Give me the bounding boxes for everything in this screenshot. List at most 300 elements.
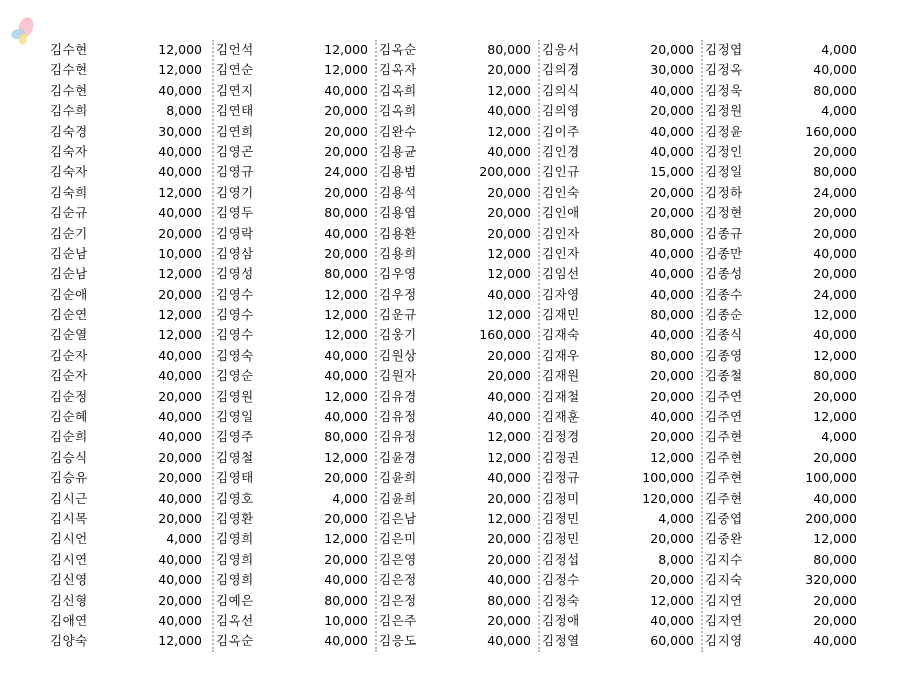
list-row <box>702 285 865 305</box>
list-row <box>539 122 702 142</box>
list-row <box>539 346 702 366</box>
donation-amount: 40,000 <box>324 409 368 425</box>
list-row <box>702 631 865 651</box>
donor-name: 김인애 <box>542 205 580 221</box>
donor-name: 김주현 <box>705 470 743 486</box>
donation-amount: 40,000 <box>487 470 531 486</box>
donor-name: 김영희 <box>216 551 254 567</box>
donation-amount: 80,000 <box>813 164 857 180</box>
donor-name: 김숙경 <box>50 123 88 139</box>
list-row <box>50 162 213 182</box>
donation-amount: 12,000 <box>487 510 531 526</box>
list-row <box>702 101 865 121</box>
donor-name: 김승유 <box>50 470 88 486</box>
donor-name: 김유정 <box>379 429 417 445</box>
list-row <box>702 427 865 447</box>
donor-name: 김승식 <box>50 449 88 465</box>
donor-name: 김응서 <box>542 42 580 57</box>
donor-name: 김영희 <box>216 572 254 588</box>
donation-amount: 30,000 <box>158 123 202 139</box>
donation-amount: 12,000 <box>487 123 531 139</box>
donor-name: 김지연 <box>705 592 743 608</box>
donor-name: 김정욱 <box>705 82 743 98</box>
list-row <box>702 40 865 60</box>
donor-name: 김중엽 <box>705 510 743 526</box>
donation-amount: 40,000 <box>487 409 531 425</box>
list-row <box>376 611 539 631</box>
list-row <box>376 570 539 590</box>
donation-list <box>50 40 865 652</box>
list-row <box>376 60 539 80</box>
donor-name: 김옥희 <box>379 103 417 119</box>
donor-name: 김숙희 <box>50 184 88 200</box>
list-row <box>376 407 539 427</box>
donation-amount: 12,000 <box>324 62 368 78</box>
list-row <box>539 81 702 101</box>
list-row <box>702 142 865 162</box>
list-row <box>213 224 376 244</box>
donor-name: 김정일 <box>705 164 743 180</box>
donation-amount: 20,000 <box>813 612 857 628</box>
list-row <box>376 468 539 488</box>
donor-name: 김영락 <box>216 225 254 241</box>
list-row <box>213 448 376 468</box>
list-row <box>702 570 865 590</box>
donation-amount: 320,000 <box>805 572 857 588</box>
donation-amount: 20,000 <box>487 347 531 363</box>
donation-amount: 100,000 <box>805 470 857 486</box>
list-row <box>50 407 213 427</box>
donor-name: 김영철 <box>216 449 254 465</box>
donor-name: 김종순 <box>705 307 743 323</box>
donor-name: 김순자 <box>50 368 88 384</box>
donor-name: 김영곤 <box>216 143 254 159</box>
donor-name: 김신형 <box>50 592 88 608</box>
donation-amount: 80,000 <box>324 266 368 282</box>
donor-name: 김종수 <box>705 286 743 302</box>
list-row <box>213 203 376 223</box>
donor-name: 김연지 <box>216 82 254 98</box>
donation-amount: 20,000 <box>158 470 202 486</box>
list-row <box>539 264 702 284</box>
donor-name: 김신영 <box>50 572 88 588</box>
list-row <box>702 224 865 244</box>
donor-name: 김순규 <box>50 205 88 221</box>
donor-name: 김순애 <box>50 286 88 302</box>
list-row <box>702 325 865 345</box>
donation-amount: 12,000 <box>158 327 202 343</box>
donation-amount: 80,000 <box>650 307 694 323</box>
donor-name: 김용희 <box>379 245 417 261</box>
donor-name: 김순자 <box>50 347 88 363</box>
donor-name: 김정옥 <box>705 62 743 78</box>
donor-name: 김정하 <box>705 184 743 200</box>
donor-name: 김이주 <box>542 123 580 139</box>
list-row <box>213 529 376 549</box>
donation-amount: 160,000 <box>479 327 531 343</box>
list-row <box>376 285 539 305</box>
donor-name: 김은정 <box>379 572 417 588</box>
list-row <box>702 407 865 427</box>
donor-name: 김종규 <box>705 225 743 241</box>
list-row <box>539 570 702 590</box>
donor-name: 김연태 <box>216 103 254 119</box>
list-row <box>50 285 213 305</box>
donation-amount: 12,000 <box>158 184 202 200</box>
donor-name: 김영호 <box>216 490 254 506</box>
list-row <box>702 81 865 101</box>
donation-amount: 20,000 <box>324 510 368 526</box>
donor-name: 김재우 <box>542 347 580 363</box>
donation-amount: 80,000 <box>487 42 531 57</box>
donor-name: 김종식 <box>705 327 743 343</box>
list-row <box>376 203 539 223</box>
donation-amount: 12,000 <box>324 531 368 547</box>
list-row <box>50 448 213 468</box>
donation-amount: 12,000 <box>813 347 857 363</box>
donation-amount: 12,000 <box>487 307 531 323</box>
list-row <box>213 387 376 407</box>
list-column-3 <box>376 40 539 652</box>
donation-amount: 4,000 <box>658 510 694 526</box>
donor-name: 김영성 <box>216 266 254 282</box>
list-row <box>213 285 376 305</box>
donor-name: 김재훈 <box>542 409 580 425</box>
donor-name: 김유정 <box>379 409 417 425</box>
list-row <box>50 244 213 264</box>
donor-name: 김주현 <box>705 449 743 465</box>
list-row <box>702 60 865 80</box>
donor-name: 김영태 <box>216 470 254 486</box>
list-row <box>539 183 702 203</box>
donor-name: 김영삼 <box>216 245 254 261</box>
list-row <box>50 366 213 386</box>
donation-amount: 20,000 <box>487 612 531 628</box>
list-row <box>702 122 865 142</box>
donor-name: 김숙자 <box>50 143 88 159</box>
donor-name: 김유경 <box>379 388 417 404</box>
donor-name: 김주현 <box>705 429 743 445</box>
donation-amount: 20,000 <box>650 429 694 445</box>
donor-name: 김지영 <box>705 633 743 649</box>
donor-name: 김지연 <box>705 612 743 628</box>
donation-amount: 80,000 <box>650 347 694 363</box>
list-row <box>702 448 865 468</box>
list-row <box>50 427 213 447</box>
donation-amount: 20,000 <box>487 205 531 221</box>
donor-name: 김정현 <box>705 205 743 221</box>
list-row <box>376 366 539 386</box>
list-row <box>376 631 539 651</box>
list-row <box>213 611 376 631</box>
list-row <box>376 224 539 244</box>
donation-amount: 20,000 <box>650 572 694 588</box>
donor-name: 김정숙 <box>542 592 580 608</box>
list-row <box>213 305 376 325</box>
donation-amount: 80,000 <box>813 551 857 567</box>
donation-amount: 40,000 <box>813 327 857 343</box>
list-row <box>702 591 865 611</box>
list-row <box>213 60 376 80</box>
list-row <box>50 570 213 590</box>
donor-name: 김은영 <box>379 551 417 567</box>
donor-name: 김정경 <box>542 429 580 445</box>
donation-amount: 12,000 <box>324 42 368 57</box>
donation-amount: 20,000 <box>487 551 531 567</box>
donation-amount: 4,000 <box>166 531 202 547</box>
donor-name: 김인숙 <box>542 184 580 200</box>
donation-amount: 12,000 <box>813 409 857 425</box>
list-row <box>376 122 539 142</box>
donation-amount: 40,000 <box>158 429 202 445</box>
donation-amount: 40,000 <box>158 612 202 628</box>
donor-name: 김인경 <box>542 143 580 159</box>
list-row <box>539 244 702 264</box>
list-row <box>702 346 865 366</box>
donor-name: 김임선 <box>542 266 580 282</box>
list-row <box>213 550 376 570</box>
donor-name: 김순남 <box>50 266 88 282</box>
list-row <box>539 60 702 80</box>
donor-name: 김지숙 <box>705 572 743 588</box>
donation-amount: 20,000 <box>324 470 368 486</box>
list-row <box>376 162 539 182</box>
donor-name: 김영수 <box>216 307 254 323</box>
donation-amount: 80,000 <box>650 225 694 241</box>
donor-name: 김인규 <box>542 164 580 180</box>
donor-name: 김정윤 <box>705 123 743 139</box>
list-row <box>376 101 539 121</box>
list-row <box>539 305 702 325</box>
donation-amount: 40,000 <box>158 368 202 384</box>
donor-name: 김양숙 <box>50 633 88 649</box>
donor-name: 김정애 <box>542 612 580 628</box>
list-row <box>702 509 865 529</box>
list-row <box>213 122 376 142</box>
donation-amount: 4,000 <box>821 103 857 119</box>
donation-amount: 24,000 <box>813 286 857 302</box>
donation-amount: 40,000 <box>650 123 694 139</box>
donation-amount: 80,000 <box>487 592 531 608</box>
donor-name: 김정섭 <box>542 551 580 567</box>
donation-amount: 12,000 <box>650 592 694 608</box>
donation-amount: 20,000 <box>487 490 531 506</box>
donor-name: 김재원 <box>542 368 580 384</box>
list-row <box>702 183 865 203</box>
list-row <box>539 529 702 549</box>
donor-name: 김영기 <box>216 184 254 200</box>
list-row <box>213 591 376 611</box>
donor-name: 김용엽 <box>379 205 417 221</box>
list-row <box>376 264 539 284</box>
list-row <box>539 509 702 529</box>
list-row <box>539 427 702 447</box>
donation-amount: 24,000 <box>324 164 368 180</box>
donation-amount: 12,000 <box>487 449 531 465</box>
donor-name: 김은미 <box>379 531 417 547</box>
list-row <box>702 162 865 182</box>
list-row <box>539 224 702 244</box>
donation-amount: 12,000 <box>487 266 531 282</box>
donation-amount: 40,000 <box>487 633 531 649</box>
donor-name: 김순기 <box>50 225 88 241</box>
list-row <box>702 305 865 325</box>
list-row <box>702 244 865 264</box>
list-row <box>539 489 702 509</box>
donation-amount: 12,000 <box>324 307 368 323</box>
donation-amount: 200,000 <box>805 510 857 526</box>
list-row <box>539 611 702 631</box>
list-row <box>376 183 539 203</box>
donation-amount: 12,000 <box>158 633 202 649</box>
list-row <box>50 142 213 162</box>
donation-amount: 10,000 <box>158 245 202 261</box>
list-row <box>50 224 213 244</box>
donation-amount: 4,000 <box>821 429 857 445</box>
donor-name: 김우영 <box>379 266 417 282</box>
donor-name: 김옥희 <box>379 82 417 98</box>
donation-amount: 12,000 <box>324 286 368 302</box>
donor-name: 김인자 <box>542 225 580 241</box>
donor-name: 김순혜 <box>50 409 88 425</box>
list-row <box>539 631 702 651</box>
donor-name: 김영일 <box>216 409 254 425</box>
donor-name: 김영순 <box>216 368 254 384</box>
list-row <box>539 550 702 570</box>
donation-amount: 40,000 <box>487 572 531 588</box>
list-row <box>539 591 702 611</box>
list-row <box>702 468 865 488</box>
list-row <box>50 40 213 60</box>
donor-name: 김정권 <box>542 449 580 465</box>
donation-amount: 40,000 <box>650 612 694 628</box>
donor-name: 김옥자 <box>379 62 417 78</box>
donor-name: 김정인 <box>705 143 743 159</box>
donor-name: 김수현 <box>50 42 88 57</box>
donor-name: 김영주 <box>216 429 254 445</box>
donation-amount: 40,000 <box>324 572 368 588</box>
donation-amount: 20,000 <box>650 388 694 404</box>
donation-amount: 12,000 <box>158 266 202 282</box>
list-row <box>702 529 865 549</box>
donor-name: 김순남 <box>50 245 88 261</box>
donor-name: 김종영 <box>705 347 743 363</box>
donation-amount: 24,000 <box>813 184 857 200</box>
donation-amount: 12,000 <box>158 62 202 78</box>
donation-amount: 10,000 <box>324 612 368 628</box>
list-row <box>213 101 376 121</box>
donation-amount: 20,000 <box>487 225 531 241</box>
donor-name: 김주연 <box>705 388 743 404</box>
donation-amount: 12,000 <box>650 449 694 465</box>
donor-name: 김영규 <box>216 164 254 180</box>
donor-name: 김윤희 <box>379 470 417 486</box>
list-row <box>702 264 865 284</box>
donation-amount: 80,000 <box>813 368 857 384</box>
donor-name: 김운규 <box>379 307 417 323</box>
donation-amount: 20,000 <box>324 103 368 119</box>
list-row <box>376 81 539 101</box>
donor-name: 김수현 <box>50 82 88 98</box>
list-row <box>376 325 539 345</box>
list-row <box>213 489 376 509</box>
donation-amount: 20,000 <box>813 266 857 282</box>
donation-amount: 40,000 <box>650 409 694 425</box>
donation-amount: 12,000 <box>487 82 531 98</box>
donation-amount: 20,000 <box>813 225 857 241</box>
donation-amount: 40,000 <box>324 633 368 649</box>
donor-name: 김순정 <box>50 388 88 404</box>
donor-name: 김의경 <box>542 62 580 78</box>
list-row <box>50 183 213 203</box>
donor-name: 김정미 <box>542 490 580 506</box>
donor-name: 김의식 <box>542 82 580 98</box>
donor-name: 김연희 <box>216 123 254 139</box>
donation-amount: 40,000 <box>158 409 202 425</box>
donor-name: 김완수 <box>379 123 417 139</box>
list-row <box>50 611 213 631</box>
donation-amount: 40,000 <box>158 551 202 567</box>
donor-name: 김시연 <box>50 551 88 567</box>
list-row <box>50 591 213 611</box>
donation-amount: 20,000 <box>650 368 694 384</box>
donation-amount: 20,000 <box>324 184 368 200</box>
donor-name: 김수현 <box>50 62 88 78</box>
donation-amount: 40,000 <box>813 490 857 506</box>
list-row <box>539 285 702 305</box>
donation-amount: 40,000 <box>487 103 531 119</box>
donation-amount: 40,000 <box>650 327 694 343</box>
donor-name: 김의영 <box>542 103 580 119</box>
donation-amount: 30,000 <box>650 62 694 78</box>
list-row <box>50 529 213 549</box>
list-row <box>213 325 376 345</box>
donation-amount: 20,000 <box>158 592 202 608</box>
donation-amount: 20,000 <box>487 62 531 78</box>
donation-amount: 200,000 <box>479 164 531 180</box>
donation-amount: 80,000 <box>813 82 857 98</box>
donation-amount: 20,000 <box>158 225 202 241</box>
donor-name: 김숙자 <box>50 164 88 180</box>
donation-amount: 40,000 <box>158 164 202 180</box>
list-row <box>539 407 702 427</box>
list-row <box>539 142 702 162</box>
list-row <box>376 529 539 549</box>
donor-name: 김인자 <box>542 245 580 261</box>
donor-name: 김시목 <box>50 510 88 526</box>
donation-amount: 8,000 <box>658 551 694 567</box>
list-row <box>213 40 376 60</box>
list-row <box>213 183 376 203</box>
donor-name: 김예은 <box>216 592 254 608</box>
donation-amount: 40,000 <box>487 286 531 302</box>
list-row <box>376 509 539 529</box>
list-row <box>376 591 539 611</box>
donation-amount: 40,000 <box>487 388 531 404</box>
donor-name: 김영두 <box>216 205 254 221</box>
donor-name: 김재숙 <box>542 327 580 343</box>
list-row <box>376 448 539 468</box>
list-row <box>50 325 213 345</box>
donation-amount: 20,000 <box>813 205 857 221</box>
logo-icon <box>6 14 42 50</box>
list-column-2 <box>213 40 376 652</box>
donor-name: 김순희 <box>50 429 88 445</box>
donation-amount: 12,000 <box>158 307 202 323</box>
donation-amount: 100,000 <box>642 470 694 486</box>
donation-amount: 40,000 <box>158 143 202 159</box>
donation-amount: 40,000 <box>324 82 368 98</box>
